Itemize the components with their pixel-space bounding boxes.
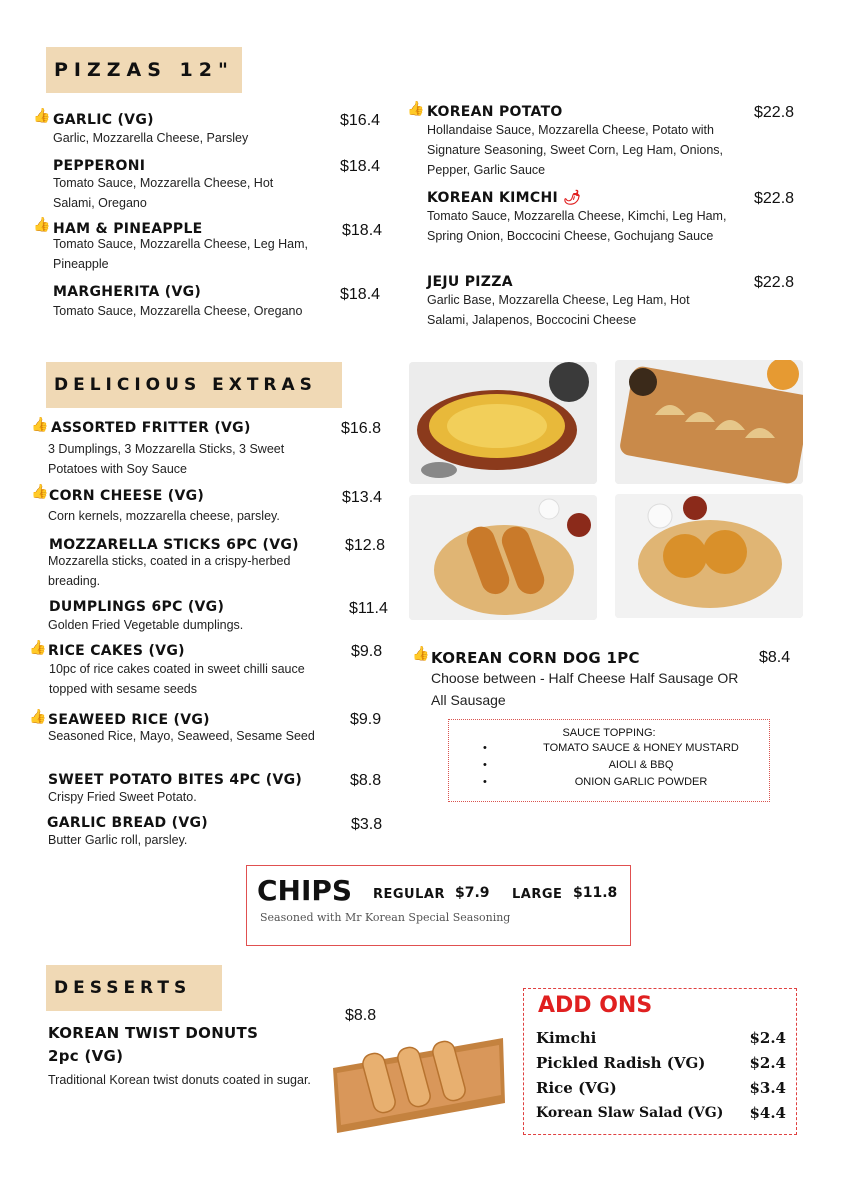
menu-item-price: $13.4 xyxy=(342,489,383,506)
desserts-banner xyxy=(46,965,222,1011)
bullet-icon: • xyxy=(483,741,487,754)
menu-item-name: CORN CHEESE (VG) xyxy=(49,488,205,504)
menu-item-desc: Garlic Base, Mozzarella Cheese, Leg Ham, Hot Salami, Jalapenos, Boccocini Cheese xyxy=(427,293,690,327)
addon-row xyxy=(536,1025,786,1050)
addon-row xyxy=(536,1050,786,1075)
menu-item-name-text: KOREAN KIMCHI xyxy=(427,190,558,206)
sweet-potato-bites-photo xyxy=(615,494,803,618)
thumbs-up-icon: 👍 xyxy=(407,101,425,117)
menu-item-price: $8.8 xyxy=(350,772,382,789)
menu-item-desc: Mozzarella sticks, coated in a crispy-herbed breading. xyxy=(48,554,291,588)
addons-box xyxy=(523,988,797,1135)
menu-item-name: KOREAN POTATO xyxy=(427,104,563,120)
menu-item-price: $11.4 xyxy=(349,600,388,617)
chips-desc: Seasoned with Mr Korean Special Seasoning xyxy=(260,911,511,924)
addon-price: $3.4 xyxy=(749,1078,786,1097)
menu-item-price: $18.4 xyxy=(342,222,383,239)
menu-item-name: MARGHERITA (VG) xyxy=(53,284,202,300)
menu-item-name: SWEET POTATO BITES 4PC (VG) xyxy=(48,772,303,788)
thumbs-up-icon: 👍 xyxy=(29,640,47,656)
pizzas-title: PIZZAS 12" xyxy=(54,59,234,81)
chili-pepper-icon: 🌶 xyxy=(563,190,582,206)
sauce-topping-box xyxy=(448,719,770,802)
twist-donuts-illustration xyxy=(323,1033,508,1135)
menu-item-price: $18.4 xyxy=(340,158,381,175)
thumbs-up-icon: 👍 xyxy=(412,646,430,662)
menu-item-desc: 3 Dumplings, 3 Mozzarella Sticks, 3 Sweet Potatoes with Soy Sauce xyxy=(48,442,285,476)
menu-item-name xyxy=(427,190,581,206)
menu-item-price: $16.4 xyxy=(340,112,381,129)
sauce-item-text: TOMATO SAUCE & HONEY MUSTARD xyxy=(543,741,739,754)
sauce-item-text: AIOLI & BBQ xyxy=(608,758,674,771)
chips-title: CHIPS xyxy=(257,874,353,907)
addon-name: Korean Slaw Salad (VG) xyxy=(536,1104,724,1121)
menu-item-desc: Tomato Sauce, Mozzarella Cheese, Hot Salami, Oregano xyxy=(53,176,274,210)
menu-item-desc: Seasoned Rice, Mayo, Seaweed, Sesame Seed xyxy=(48,729,315,743)
extras-title: DELICIOUS EXTRAS xyxy=(54,375,317,395)
thumbs-up-icon: 👍 xyxy=(33,217,51,233)
addon-name: Kimchi xyxy=(536,1028,597,1047)
thumbs-up-icon: 👍 xyxy=(31,484,49,500)
addon-row xyxy=(536,1100,786,1125)
sauce-item xyxy=(449,739,769,756)
menu-item-price: $22.8 xyxy=(754,190,795,207)
menu-item-price: $16.8 xyxy=(341,420,382,437)
chips-large-label: LARGE xyxy=(512,887,563,902)
corn-cheese-illustration xyxy=(409,362,597,484)
dumplings-photo xyxy=(615,360,803,484)
corn-dogs-illustration xyxy=(409,495,597,620)
menu-item-name: SEAWEED RICE (VG) xyxy=(48,712,210,728)
menu-item-desc: Golden Fried Vegetable dumplings. xyxy=(48,618,244,632)
corn-cheese-photo xyxy=(409,362,597,484)
corn-dogs-photo xyxy=(409,495,597,620)
corndog-price: $8.4 xyxy=(759,649,791,666)
menu-item-desc: Butter Garlic roll, parsley. xyxy=(48,833,188,847)
menu-item-price: $12.8 xyxy=(345,537,386,554)
sauce-item xyxy=(449,773,769,790)
menu-item-price: $22.8 xyxy=(754,274,795,291)
twist-donuts-photo xyxy=(323,1033,508,1135)
chips-regular-label: REGULAR xyxy=(373,887,445,902)
pizzas-banner xyxy=(46,47,242,93)
menu-item-name: JEJU PIZZA xyxy=(427,274,513,290)
bullet-icon: • xyxy=(483,758,487,771)
menu-item-name: HAM & PINEAPPLE xyxy=(53,221,203,237)
menu-item-name: RICE CAKES (VG) xyxy=(48,643,185,659)
thumbs-up-icon: 👍 xyxy=(29,709,47,725)
menu-item-price: $18.4 xyxy=(340,286,381,303)
menu-item-desc: 10pc of rice cakes coated in sweet chilli sauce topped with sesame seeds xyxy=(49,662,305,696)
menu-item-desc: Hollandaise Sauce, Mozzarella Cheese, Potato with Signature Seasoning, Sweet Corn, Leg Ham, Onions, Pepper, Garlic Sauce xyxy=(427,123,724,177)
chips-large-price: $11.8 xyxy=(573,885,618,901)
dessert-name-line2: 2pc (VG) xyxy=(48,1047,124,1065)
dessert-name-line1: KOREAN TWIST DONUTS xyxy=(48,1024,259,1042)
addon-row xyxy=(536,1075,786,1100)
menu-item-name: ASSORTED FRITTER (VG) xyxy=(51,420,251,436)
thumbs-up-icon: 👍 xyxy=(33,108,51,124)
menu-item-desc: Crispy Fried Sweet Potato. xyxy=(48,790,197,804)
menu-item-price: $9.8 xyxy=(351,643,383,660)
dessert-desc: Traditional Korean twist donuts coated in sugar. xyxy=(48,1073,311,1087)
menu-item-name: DUMPLINGS 6PC (VG) xyxy=(49,599,225,615)
menu-item-name: GARLIC BREAD (VG) xyxy=(47,815,208,831)
addon-price: $4.4 xyxy=(749,1103,786,1122)
sauce-item xyxy=(449,756,769,773)
menu-item-desc: Tomato Sauce, Mozzarella Cheese, Kimchi, Leg Ham, Spring Onion, Boccocini Cheese, Gochujang Sauce xyxy=(427,209,727,243)
menu-item-desc: Tomato Sauce, Mozzarella Cheese, Leg Ham, Pineapple xyxy=(53,237,308,271)
extras-banner xyxy=(46,362,342,408)
addons-title: ADD ONS xyxy=(538,993,653,1018)
addon-price: $2.4 xyxy=(749,1028,786,1047)
chips-box xyxy=(246,865,631,946)
menu-item-name: PEPPERONI xyxy=(53,158,146,174)
corndog-name: KOREAN CORN DOG 1PC xyxy=(431,649,640,667)
menu-item-name: MOZZARELLA STICKS 6PC (VG) xyxy=(49,537,299,553)
dessert-price: $8.8 xyxy=(345,1007,377,1024)
menu-item-desc: Garlic, Mozzarella Cheese, Parsley xyxy=(53,131,249,145)
sauce-item-text: ONION GARLIC POWDER xyxy=(574,775,708,788)
addon-name: Rice (VG) xyxy=(536,1078,617,1097)
menu-item-price: $9.9 xyxy=(350,711,382,728)
addon-name: Pickled Radish (VG) xyxy=(536,1053,706,1072)
addons-list xyxy=(524,1018,796,1125)
chips-regular-price: $7.9 xyxy=(455,885,490,901)
menu-item-price: $3.8 xyxy=(351,816,383,833)
desserts-title: DESSERTS xyxy=(54,978,192,998)
menu-item-name: GARLIC (VG) xyxy=(53,112,154,128)
sauce-list xyxy=(449,739,769,790)
menu-item-price: $22.8 xyxy=(754,104,795,121)
bullet-icon: • xyxy=(483,775,487,788)
corndog-desc: Choose between - Half Cheese Half Sausage OR All Sausage xyxy=(431,670,739,708)
addon-price: $2.4 xyxy=(749,1053,786,1072)
sweet-potato-illustration xyxy=(615,494,803,618)
thumbs-up-icon: 👍 xyxy=(31,417,49,433)
menu-item-desc: Tomato Sauce, Mozzarella Cheese, Oregano xyxy=(53,304,303,318)
sauce-title: SAUCE TOPPING: xyxy=(562,727,656,739)
dumplings-illustration xyxy=(615,360,803,484)
menu-item-desc: Corn kernels, mozzarella cheese, parsley. xyxy=(48,509,280,523)
